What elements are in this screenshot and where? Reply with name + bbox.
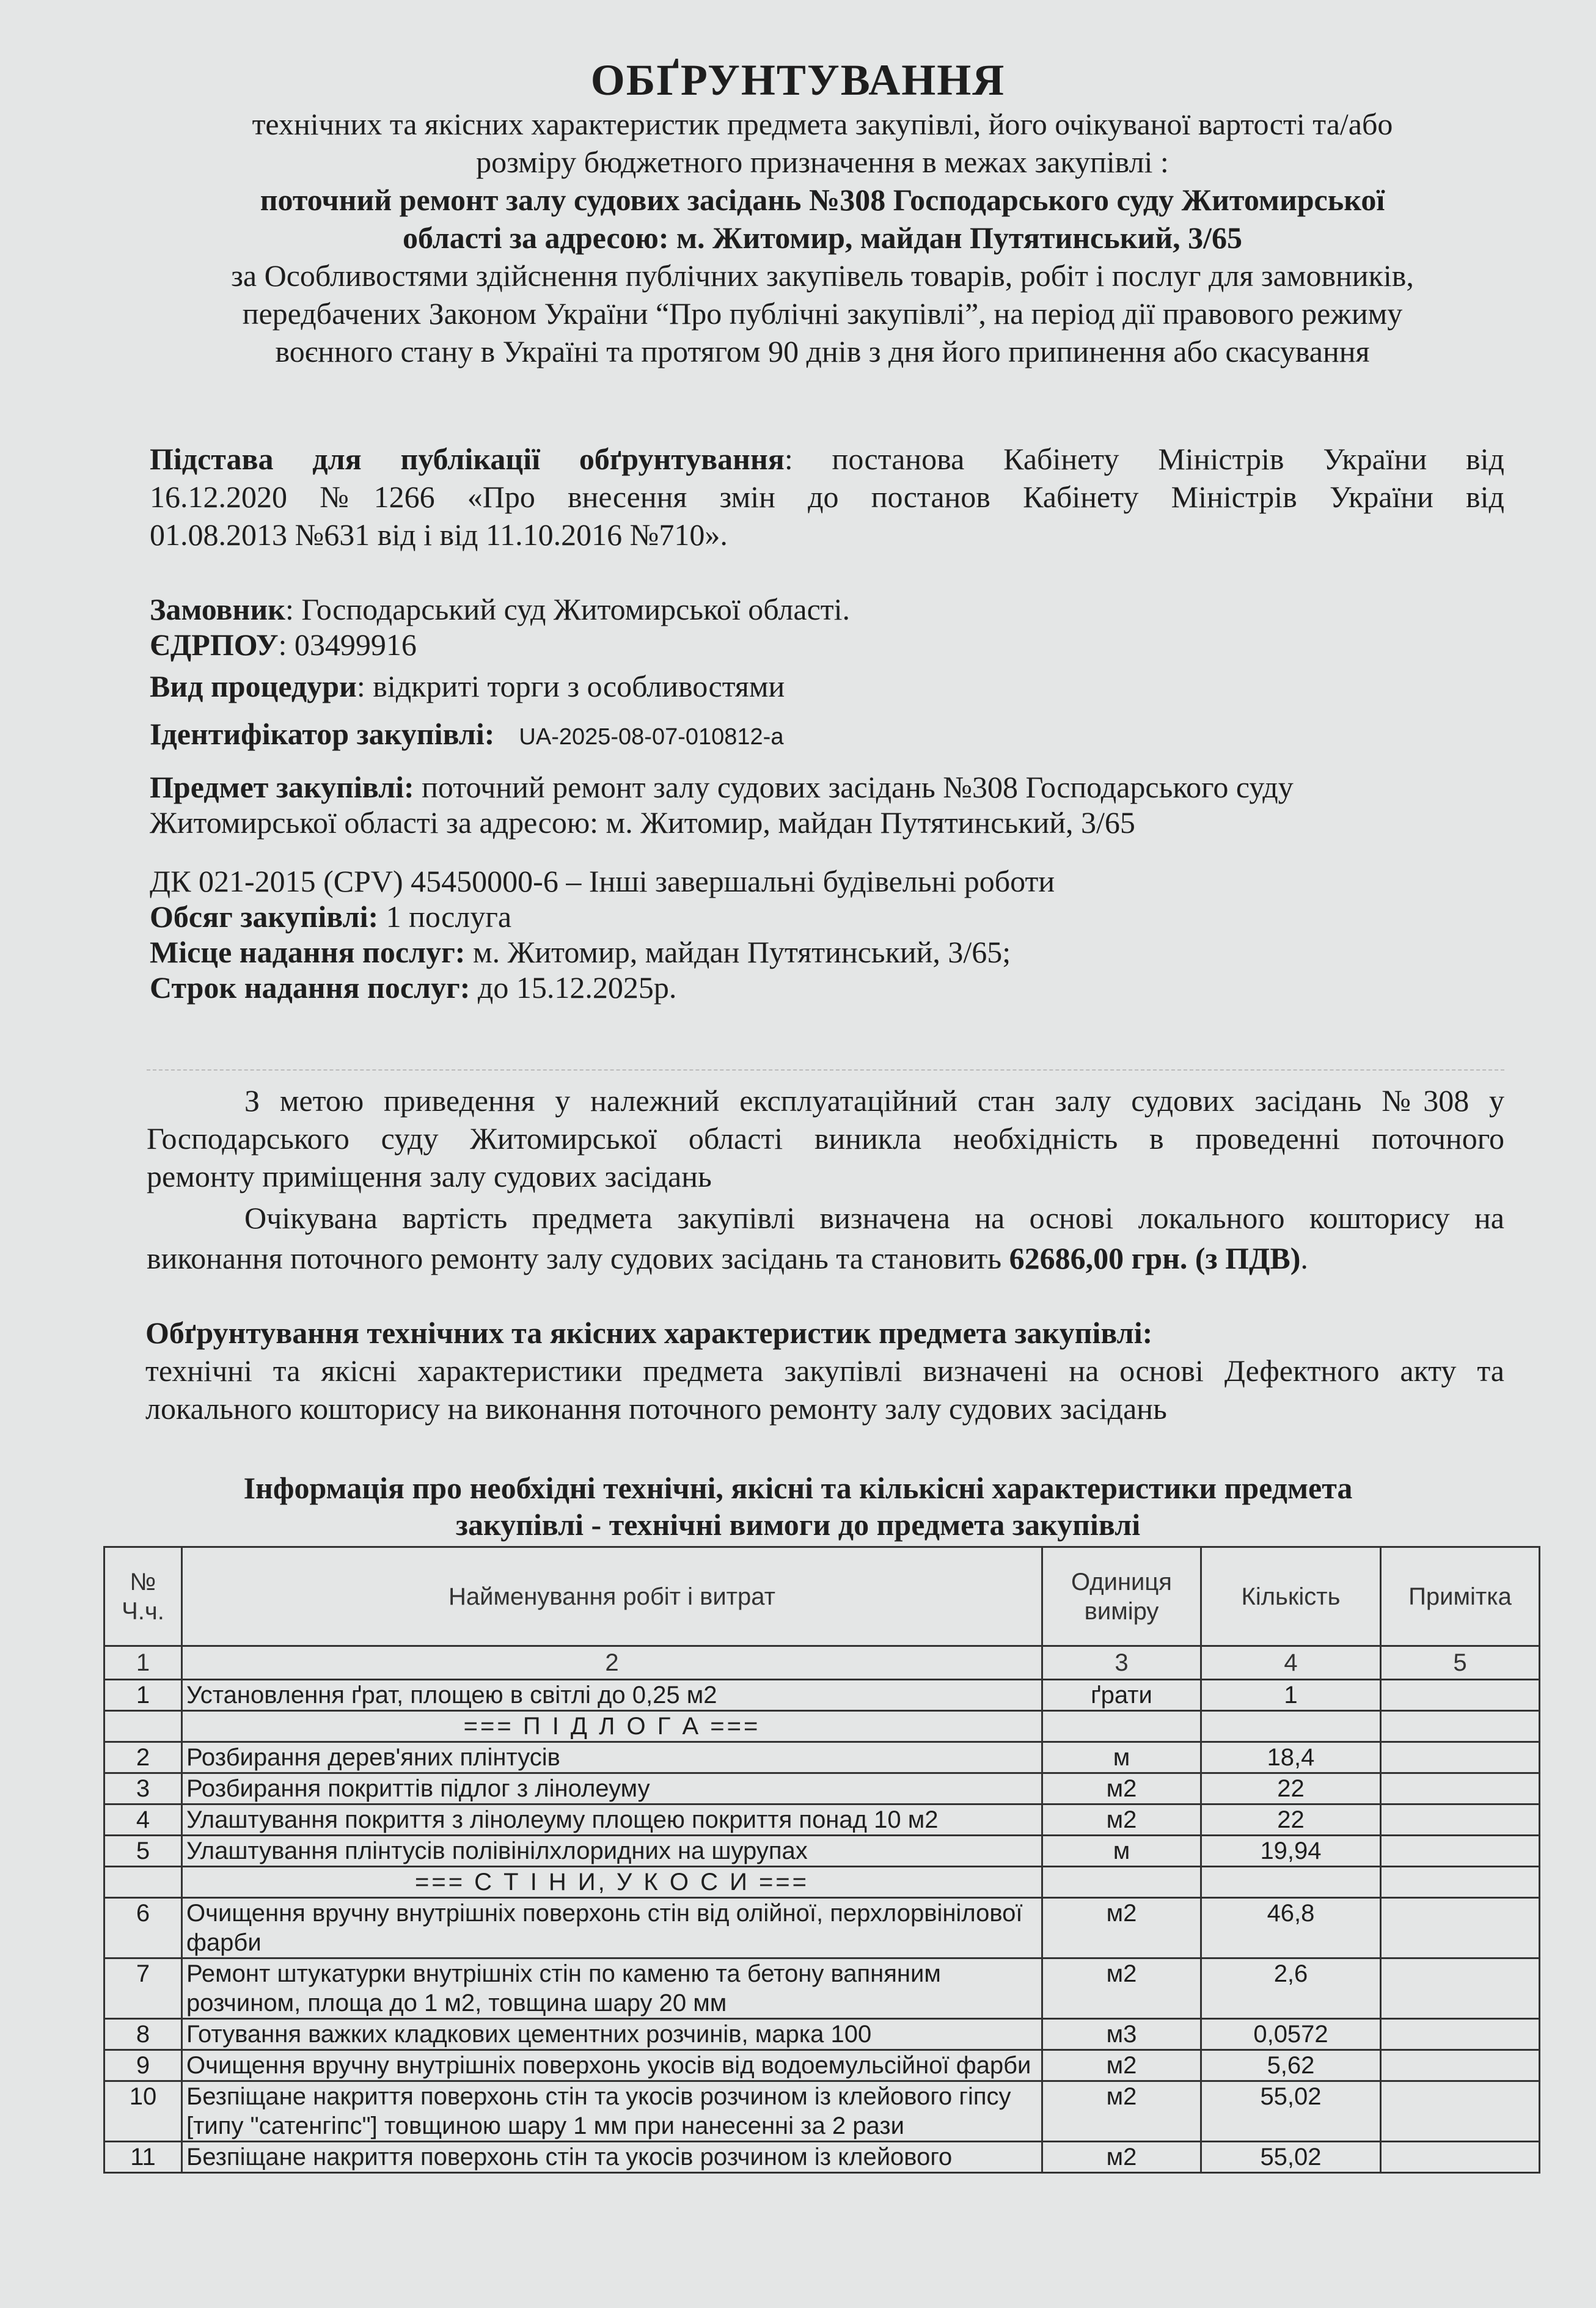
cell-quantity: 2,6 (1201, 1958, 1381, 2019)
paragraph-line: виконання поточного ремонту залу судових засідань та становить (147, 1241, 1009, 1275)
cell-name: Розбирання покриттів підлог з лінолеуму (182, 1773, 1042, 1804)
header-name: Найменування робіт і витрат (182, 1547, 1042, 1646)
cell-unit (1042, 1711, 1201, 1742)
cell-unit: м3 (1042, 2019, 1201, 2050)
id-label: Ідентифікатор закупівлі: (150, 717, 495, 751)
cell-note (1381, 1898, 1540, 1958)
cell-unit: м2 (1042, 2081, 1201, 2142)
table-row (104, 2019, 1540, 2050)
volume-label: Обсяг закупівлі: (150, 899, 379, 934)
cell-quantity: 22 (1201, 1773, 1381, 1804)
term-value: до 15.12.2025р. (470, 970, 677, 1005)
cell-unit: м (1042, 1742, 1201, 1773)
basis-text: 01.08.2013 №631 від і від 11.10.2016 №710». (150, 518, 728, 552)
cell-unit: м2 (1042, 2050, 1201, 2081)
table-row (104, 2081, 1540, 2142)
technical-text: технічні та якісні характеристики предмета закупівлі визначені на основі Дефектного акту та (145, 1354, 1504, 1388)
subtitle-line: технічних та якісних характеристик предмета закупівлі, його очікуваної вартості та/або (252, 107, 1393, 141)
cell-name: Очищення вручну внутрішніх поверхонь стін від олійної, перхлорвінілової фарби (182, 1898, 1042, 1958)
table-row (104, 1898, 1540, 1958)
technical-section (145, 1314, 1504, 1427)
cell-number: 8 (104, 2019, 182, 2050)
cell-name: Улаштування покриття з лінолеуму площею покриття понад 10 м2 (182, 1804, 1042, 1836)
cell-name: Готування важких кладкових цементних розчинів, марка 100 (182, 2019, 1042, 2050)
col-number: 2 (182, 1646, 1042, 1680)
procurement-id: UA-2025-08-07-010812-a (519, 724, 784, 750)
cell-unit: м2 (1042, 1773, 1201, 1804)
section-title: === П І Д Л О Г А === (182, 1711, 1042, 1742)
document-subtitle (122, 105, 1523, 370)
column-number-row (104, 1646, 1540, 1680)
cell-note (1381, 1958, 1540, 2019)
cell-unit: м (1042, 1836, 1201, 1867)
table-title-line: закупівлі - технічні вимоги до предмета закупівлі (455, 1508, 1141, 1542)
cell-unit: м2 (1042, 2142, 1201, 2173)
paragraph-line: З метою приведення у належний експлуатаційний стан залу судових засідань №308 у (244, 1083, 1504, 1118)
term-label: Строк надання послуг: (150, 970, 470, 1005)
cell-quantity: 55,02 (1201, 2142, 1381, 2173)
table-title (122, 1470, 1474, 1543)
col-number: 3 (1042, 1646, 1201, 1680)
cell-note (1381, 1867, 1540, 1898)
table-row (104, 1680, 1540, 1711)
section-row (104, 1711, 1540, 1742)
subject-value: Житомирської області за адресою: м. Житомир, майдан Путятинський, 3/65 (150, 805, 1135, 840)
cell-number: 9 (104, 2050, 182, 2081)
paragraph-end: . (1300, 1241, 1308, 1275)
cell-quantity: 22 (1201, 1804, 1381, 1836)
cell-number: 7 (104, 1958, 182, 2019)
table-row (104, 1773, 1540, 1804)
place-value: м. Житомир, майдан Путятинський, 3/65; (465, 935, 1011, 969)
cell-number (104, 1711, 182, 1742)
cell-note (1381, 1804, 1540, 1836)
cell-note (1381, 1742, 1540, 1773)
basis-label: Підстава для публікації обґрунтування (150, 442, 785, 476)
subtitle-line: воєнного стану в Україні та протягом 90 днів з дня його припинення або скасування (275, 334, 1370, 368)
col-number: 4 (1201, 1646, 1381, 1680)
table-title-line: Інформація про необхідні технічні, якісні та кількісні характеристики предмета (243, 1471, 1353, 1505)
cell-note (1381, 1680, 1540, 1711)
col-number: 5 (1381, 1646, 1540, 1680)
cell-number: 4 (104, 1804, 182, 1836)
cell-quantity: 1 (1201, 1680, 1381, 1711)
subtitle-line: розміру бюджетного призначення в межах закупівлі : (476, 145, 1169, 179)
cell-number: 3 (104, 1773, 182, 1804)
document-title: ОБҐРУНТУВАННЯ (590, 56, 1006, 104)
cell-note (1381, 1836, 1540, 1867)
cell-unit: м2 (1042, 1898, 1201, 1958)
section-row (104, 1867, 1540, 1898)
cell-number: 2 (104, 1742, 182, 1773)
subject-line: області за адресою: м. Житомир, майдан Путятинський, 3/65 (402, 221, 1243, 255)
cell-note (1381, 2081, 1540, 2142)
section-title: === С Т І Н И, У К О С И === (182, 1867, 1042, 1898)
subject-line: поточний ремонт залу судових засідань №308 Господарського суду Житомирської (260, 183, 1385, 217)
cell-quantity: 18,4 (1201, 1742, 1381, 1773)
cell-quantity (1201, 1867, 1381, 1898)
cell-note (1381, 1773, 1540, 1804)
paragraph-line: Господарського суду Житомирської області виникла необхідність в проведенні поточного (147, 1121, 1504, 1156)
customer-label: Замовник (150, 592, 285, 626)
cell-quantity: 0,0572 (1201, 2019, 1381, 2050)
paragraph-line: ремонту приміщення залу судових засідань (147, 1159, 712, 1193)
cell-note (1381, 2050, 1540, 2081)
technical-heading: Обґрунтування технічних та якісних характеристик предмета закупівлі: (145, 1316, 1153, 1350)
paragraph-line: Очікувана вартість предмета закупівлі визначена на основі локального кошторису на (244, 1201, 1504, 1235)
edrpou-value: : 03499916 (278, 628, 417, 662)
cell-quantity: 55,02 (1201, 2081, 1381, 2142)
basis-text: 16.12.2020 №1266 «Про внесення змін до постанов Кабінету Міністрів України від (150, 480, 1504, 514)
cell-name: Ремонт штукатурки внутрішніх стін по каменю та бетону вапняним розчином, площа до 1 м2, товщина шару 20 мм (182, 1958, 1042, 2019)
cell-note (1381, 1711, 1540, 1742)
header-quantity: Кількість (1201, 1547, 1381, 1646)
header-note: Примітка (1381, 1547, 1540, 1646)
table-row (104, 2050, 1540, 2081)
subject-label: Предмет закупівлі: (150, 770, 414, 804)
cell-unit: м2 (1042, 1804, 1201, 1836)
cell-unit: м2 (1042, 1958, 1201, 2019)
cell-number: 1 (104, 1680, 182, 1711)
cell-number: 6 (104, 1898, 182, 1958)
cell-quantity: 5,62 (1201, 2050, 1381, 2081)
cell-quantity: 46,8 (1201, 1898, 1381, 1958)
cell-name: Безпіщане накриття поверхонь стін та укосів розчином із клейового гіпсу [типу "сатенгіпс"] товщиною шару 1 мм при нанесенні за 2 рази (182, 2081, 1042, 2142)
subtitle-line: передбачених Законом України “Про публічні закупівлі”, на період дії правового режиму (242, 296, 1403, 331)
cell-name: Очищення вручну внутрішніх поверхонь укосів від водоемульсійної фарби (182, 2050, 1042, 2081)
table-row (104, 1958, 1540, 2019)
cell-number: 5 (104, 1836, 182, 1867)
col-number: 1 (104, 1646, 182, 1680)
cell-name: Улаштування плінтусів полівінілхлоридних на шурупах (182, 1836, 1042, 1867)
cell-name: Установлення ґрат, площею в світлі до 0,25 м2 (182, 1680, 1042, 1711)
procedure-label: Вид процедури (150, 669, 357, 703)
justification-paragraph (147, 1082, 1504, 1277)
table-row (104, 2142, 1540, 2173)
cell-number (104, 1867, 182, 1898)
customer-value: : Господарський суд Житомирської області. (285, 592, 851, 626)
requirements-table (103, 1546, 1540, 2174)
table-row (104, 1836, 1540, 1867)
cell-quantity: 19,94 (1201, 1836, 1381, 1867)
table-row (104, 1742, 1540, 1773)
place-label: Місце надання послуг: (150, 935, 466, 969)
cell-name: Розбирання дерев'яних плінтусів (182, 1742, 1042, 1773)
subject-value: поточний ремонт залу судових засідань №308 Господарського суду (414, 770, 1294, 804)
procedure-value: : відкриті торги з особливостями (356, 669, 785, 703)
basis-section (150, 440, 1504, 554)
cell-unit: ґрати (1042, 1680, 1201, 1711)
header-unit: Одиниця виміру (1042, 1547, 1201, 1646)
cell-note (1381, 2142, 1540, 2173)
procurement-fields (150, 592, 1504, 1005)
cell-note (1381, 2019, 1540, 2050)
divider (147, 1069, 1504, 1071)
header-number: № Ч.ч. (104, 1547, 182, 1646)
cell-name: Безпіщане накриття поверхонь стін та укосів розчином із клейового (182, 2142, 1042, 2173)
table-header-row (104, 1547, 1540, 1646)
technical-text: локального кошторису на виконання поточного ремонту залу судових засідань (145, 1391, 1167, 1426)
cell-number: 10 (104, 2081, 182, 2142)
dk-code: ДК 021-2015 (CPV) 45450000-6 – Інші завершальні будівельні роботи (150, 864, 1055, 898)
cell-unit (1042, 1867, 1201, 1898)
basis-text: : постанова Кабінету Міністрів України від (784, 442, 1504, 476)
table-row (104, 1804, 1540, 1836)
subtitle-line: за Особливостями здійснення публічних закупівель товарів, робіт і послуг для замовників, (231, 258, 1414, 293)
edrpou-label: ЄДРПОУ (150, 628, 279, 662)
cell-quantity (1201, 1711, 1381, 1742)
expected-price: 62686,00 грн. (з ПДВ) (1009, 1241, 1301, 1275)
volume-value: 1 послуга (378, 899, 512, 934)
cell-number: 11 (104, 2142, 182, 2173)
